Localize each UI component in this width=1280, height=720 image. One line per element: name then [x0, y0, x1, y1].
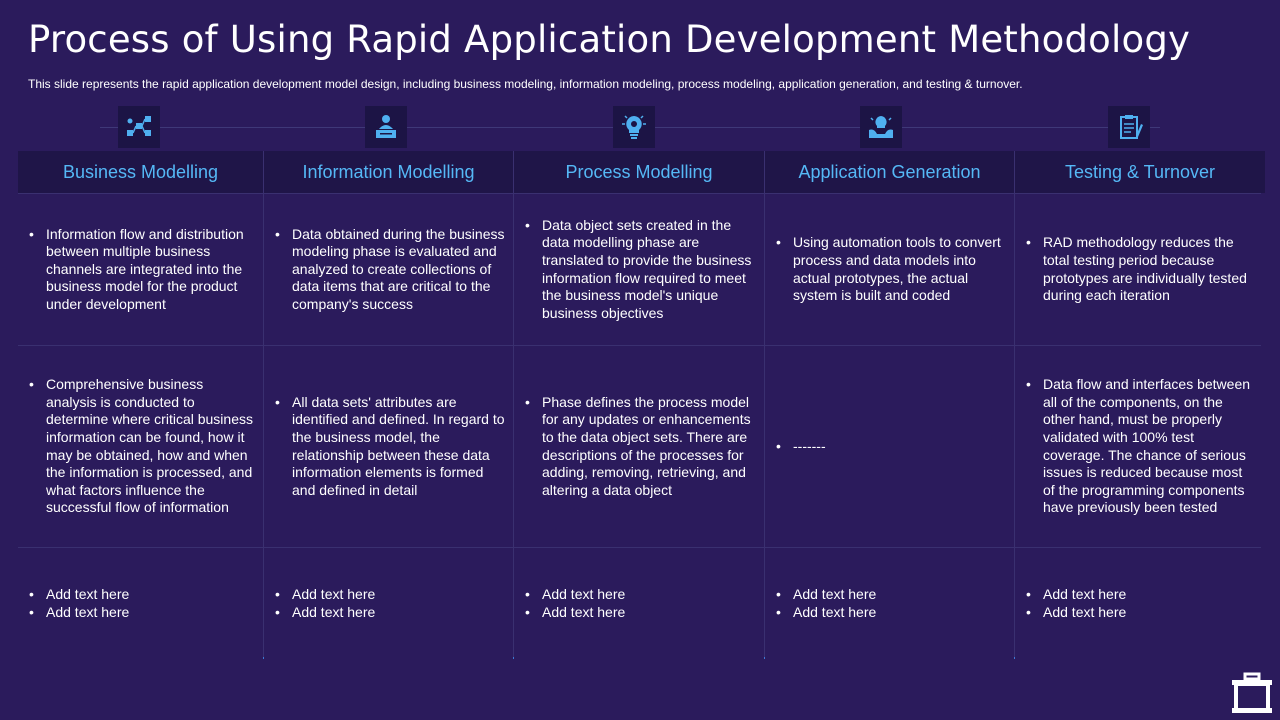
table-cell [765, 548, 1014, 660]
bullet-text: • Data flow and interfaces between all of the components, on the other hand, must be properly validated with 100% test coverage. The chance of serious issues is reduced because most of the programming components have previously been tested [1043, 376, 1257, 517]
table-cell [514, 194, 764, 345]
hand-lightbulb-icon [860, 106, 902, 148]
bullet-text: • Information flow and distribution between multiple business channels are integrated into the business model for the product under development [46, 226, 255, 314]
column-header-process-modelling: Process Modelling [514, 151, 764, 193]
table-cell [264, 194, 513, 345]
bullet-text: • Add text here [292, 604, 375, 622]
table-cell [18, 548, 263, 660]
column-header-testing-turnover: Testing & Turnover [1015, 151, 1265, 193]
column-header-information-modelling: Information Modelling [264, 151, 513, 193]
table-cell [18, 346, 263, 547]
table-cell [18, 194, 263, 345]
bullet-text: • Add text here [542, 604, 625, 622]
bullet-text: • Add text here [542, 586, 625, 604]
bullet-text: • Add text here [46, 604, 129, 622]
column-header-business-modelling: Business Modelling [18, 151, 263, 193]
bullet-text: • ------- [793, 438, 826, 456]
table-cell [1015, 548, 1265, 660]
column-header-application-generation: Application Generation [765, 151, 1014, 193]
bullet-text: • Add text here [46, 586, 129, 604]
bullet-text: • Comprehensive business analysis is conducted to determine where critical business information can be found, how it may be obtained, how and when the information is processed, and what factors influence the successful flow of information [46, 376, 255, 517]
presentation-board-icon [1232, 672, 1272, 718]
checklist-pen-icon [1108, 106, 1150, 148]
table-cell [1015, 194, 1265, 345]
bullet-text: • Add text here [1043, 586, 1126, 604]
bullet-text: • Add text here [292, 586, 375, 604]
bullet-text: • Using automation tools to convert process and data models into actual prototypes, the actual system is built and coded [793, 234, 1006, 304]
table-cell [514, 548, 764, 660]
slide-subtitle: This slide represents the rapid application development model design, including business modeling, information modeling, process modeling, application generation, and testing & turnover. [28, 77, 1023, 91]
bullet-text: • Data object sets created in the data modelling phase are translated to provide the business information flow required to meet the business model's unique business objectives [542, 217, 756, 323]
bullet-text: • Add text here [793, 604, 876, 622]
table-cell [1015, 346, 1265, 547]
table-cell [264, 346, 513, 547]
lightbulb-gear-icon [613, 106, 655, 148]
table-cell [765, 346, 1014, 547]
bullet-text: • Phase defines the process model for any updates or enhancements to the data object sets. There are descriptions of the processes for adding, removing, retrieving, and altering a data object [542, 394, 756, 500]
bullet-text: • Add text here [1043, 604, 1126, 622]
flow-chart-icon [118, 106, 160, 148]
bullet-text: • RAD methodology reduces the total testing period because prototypes are individually tested during each iteration [1043, 234, 1257, 304]
methodology-table [18, 151, 1261, 659]
slide-title: Process of Using Rapid Application Development Methodology [28, 18, 1191, 61]
table-cell [264, 548, 513, 660]
bullet-text: • Data obtained during the business modeling phase is evaluated and analyzed to create collections of data items that are critical to the company's success [292, 226, 505, 314]
presenter-desk-icon [365, 106, 407, 148]
bullet-text: • Add text here [793, 586, 876, 604]
bullet-text: • All data sets' attributes are identified and defined. In regard to the business model, the relationship between these data information elements is formed and defined in detail [292, 394, 505, 500]
table-cell [765, 194, 1014, 345]
table-cell [514, 346, 764, 547]
